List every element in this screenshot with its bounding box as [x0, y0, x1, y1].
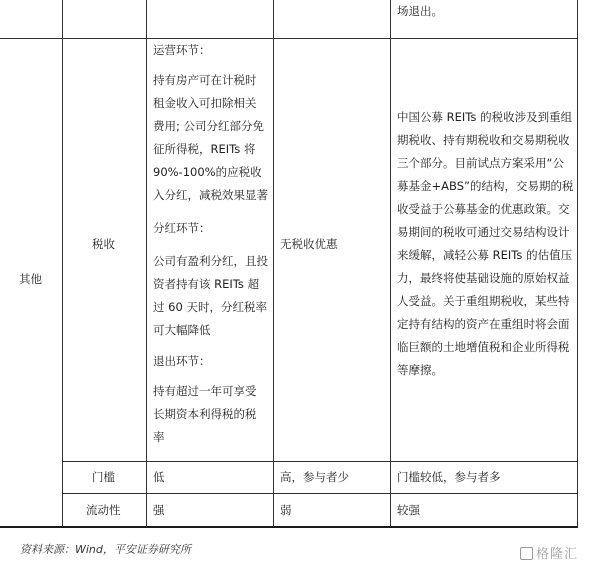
col3-line: 期税收、持有期税收和交易期税收: [397, 133, 570, 147]
col3-line: 定持有结构的资产在重组时将会面: [397, 317, 570, 331]
threshold-col1: 低: [153, 470, 165, 484]
col1-line: 租金收入可扣除相关: [153, 96, 257, 110]
col1-line: 可大幅降低: [153, 323, 211, 337]
col1-line: 持有超过一年可享受: [153, 384, 257, 398]
tax-label: 税收: [92, 237, 115, 251]
top-fragment-text: 场退出。: [397, 4, 443, 18]
col1-line: 费用; 公司分红部分免: [153, 119, 265, 133]
col1-line: 长期资本利得税的税: [153, 407, 257, 421]
source-note: 资料来源：Wind，平安证券研究所: [20, 543, 191, 556]
col3-line: 收受益于公募基金的优惠政策。交: [397, 202, 570, 216]
threshold-label: 门槛: [92, 470, 115, 484]
col1-line: 入分红，减税效果显著: [153, 188, 268, 202]
watermark-logo-icon: [520, 547, 533, 560]
liquidity-col2: 弱: [280, 503, 292, 517]
col3-line: 三个部分。目前试点方案采用“公: [397, 156, 564, 170]
col3-line: 人受益。关于重组期税收，某些特: [397, 294, 570, 308]
threshold-col3: 门槛较低，参与者多: [397, 470, 501, 484]
col1-line: 征所得税，REITs 将: [153, 142, 256, 156]
liquidity-col3: 较强: [397, 503, 420, 517]
col3-line: 易期间的税收可通过交易结构设计: [397, 225, 570, 239]
tax-col2-text: 无税收优惠: [280, 237, 338, 251]
col1-line: 公司有盈利分红，且投: [153, 254, 268, 268]
col-divider-1: [62, 0, 63, 527]
watermark: [520, 543, 578, 562]
liquidity-col1: 强: [153, 503, 165, 517]
col1-line: 90%-100%的应税收: [153, 165, 262, 179]
col-divider-3: [273, 0, 274, 527]
col1-line: 资者持有该 REITs 超: [153, 277, 260, 291]
row-divider-top: [0, 38, 578, 39]
row-divider-liquidity: [62, 493, 578, 494]
col1-line: 退出环节：: [153, 354, 211, 368]
row-divider-threshold: [62, 461, 578, 462]
col3-line: 中国公募 REITs 的税收涉及到重组: [397, 110, 573, 124]
col1-line: 率: [153, 430, 165, 444]
table-bottom-border: [0, 526, 578, 528]
col1-line: 持有房产可在计税时: [153, 73, 257, 87]
col3-line: 力，最终将使基础设施的原始权益: [397, 271, 570, 285]
watermark-text: 格隆汇: [536, 547, 579, 562]
col3-line: 来缓解，减轻公募 REITs 的估值压: [397, 248, 573, 262]
col3-line: 临巨额的土地增值税和企业所得税: [397, 340, 570, 354]
liquidity-label: 流动性: [86, 503, 121, 517]
category-label: 其他: [19, 272, 42, 286]
col1-line: 分红环节：: [153, 221, 211, 235]
col-divider-2: [146, 0, 147, 527]
col3-line: 等摩擦。: [397, 363, 443, 377]
threshold-col2: 高，参与者少: [280, 470, 349, 484]
col3-line: 募基金+ABS”的结构，交易期的税: [397, 179, 574, 193]
col1-line: 运营环节：: [153, 43, 211, 57]
col1-line: 过 60 天时，分红税率: [153, 300, 267, 314]
col-divider-right: [577, 0, 578, 527]
col-divider-4: [390, 0, 391, 527]
